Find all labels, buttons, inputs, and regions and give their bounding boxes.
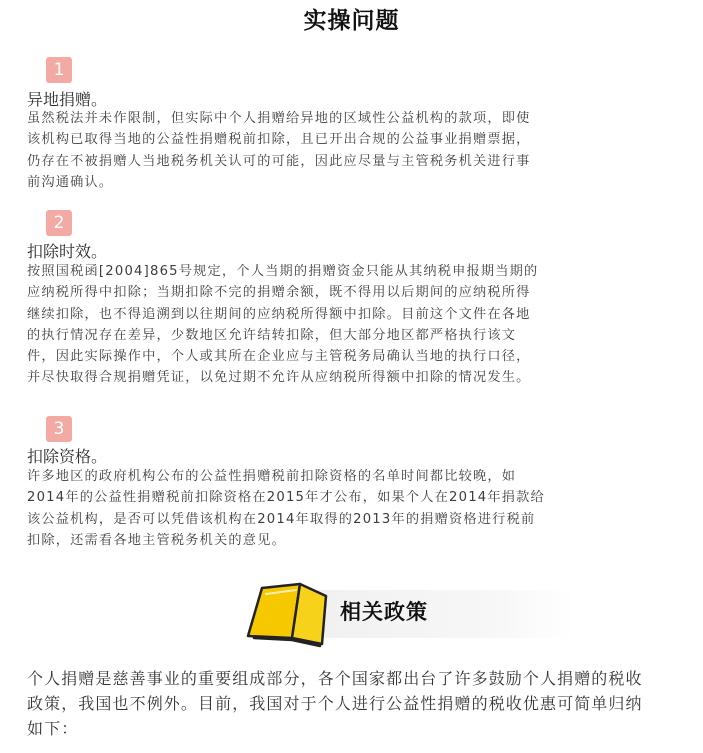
paragraph-line: 仍存在不被捐赠人当地税务机关认可的可能，因此应尽量与主管税务机关进行事: [27, 153, 531, 169]
paragraph-line: 并尽快取得合规捐赠凭证，以免过期不允许从应纳税所得额中扣除的情况发生。: [27, 370, 531, 386]
paragraph-line: 该公益机构，是否可以凭借该机构在2014年取得的2013年的捐赠资格进行税前: [27, 511, 536, 527]
paragraph-line: 如下：: [27, 719, 79, 738]
paragraph-line: 个人捐赠是慈善事业的重要组成部分，各个国家都出台了许多鼓励个人捐赠的税收: [27, 669, 643, 688]
book-icon: [240, 578, 335, 648]
paragraph-line: 该机构已取得当地的公益性捐赠税前扣除，且已开出合规的公益事业捐赠票据，: [27, 132, 531, 148]
section-heading: 扣除时效。: [27, 242, 108, 261]
section-heading: 扣除资格。: [27, 447, 108, 466]
paragraph-line: 件，因此实际操作中，个人或其所在企业应与主管税务局确认当地的执行口径，: [27, 349, 531, 365]
section-number-badge: 1: [46, 57, 72, 83]
paragraph-line: 虽然税法并未作限制，但实际中个人捐赠给异地的区域性公益机构的款项，即使: [27, 111, 531, 126]
paragraph-line: 2014年的公益性捐赠税前扣除资格在2015年才公布，如果个人在2014年捐款给: [27, 490, 545, 506]
section-heading: 异地捐赠。: [27, 90, 108, 109]
banner-title: 相关政策: [340, 599, 428, 624]
paragraph-line: 的执行情况存在差异，少数地区允许结转扣除，但大部分地区都严格执行该文: [27, 327, 517, 343]
paragraph-line: 政策，我国也不例外。目前，我国对于个人进行公益性捐赠的税收优惠可简单归纳: [27, 694, 643, 713]
paragraph-line: 扣除，还需看各地主管税务机关的意见。: [27, 532, 286, 548]
intro-paragraph: [27, 666, 687, 741]
section-number-badge: 2: [46, 210, 72, 236]
paragraph-line: 许多地区的政府机构公布的公益性捐赠税前扣除资格的名单时间都比较晚，如: [27, 469, 517, 484]
paragraph-line: 继续扣除，也不得追溯到以往期间的应纳税所得额中扣除。目前这个文件在各地: [27, 306, 531, 322]
section-paragraph: [27, 108, 667, 193]
paragraph-line: 应纳税所得中扣除；当期扣除不完的捐赠余额，既不得用以后期间的应纳税所得: [27, 285, 531, 301]
section-paragraph: [27, 261, 667, 389]
paragraph-line: 按照国税函[2004]865号规定，个人当期的捐赠资金只能从其纳税申报期当期的: [27, 264, 539, 279]
page-title: 实操问题: [303, 7, 400, 34]
policy-banner: [240, 578, 580, 648]
section-paragraph: [27, 466, 667, 551]
paragraph-line: 前沟通确认。: [27, 174, 114, 190]
section-number-badge: 3: [46, 416, 72, 442]
